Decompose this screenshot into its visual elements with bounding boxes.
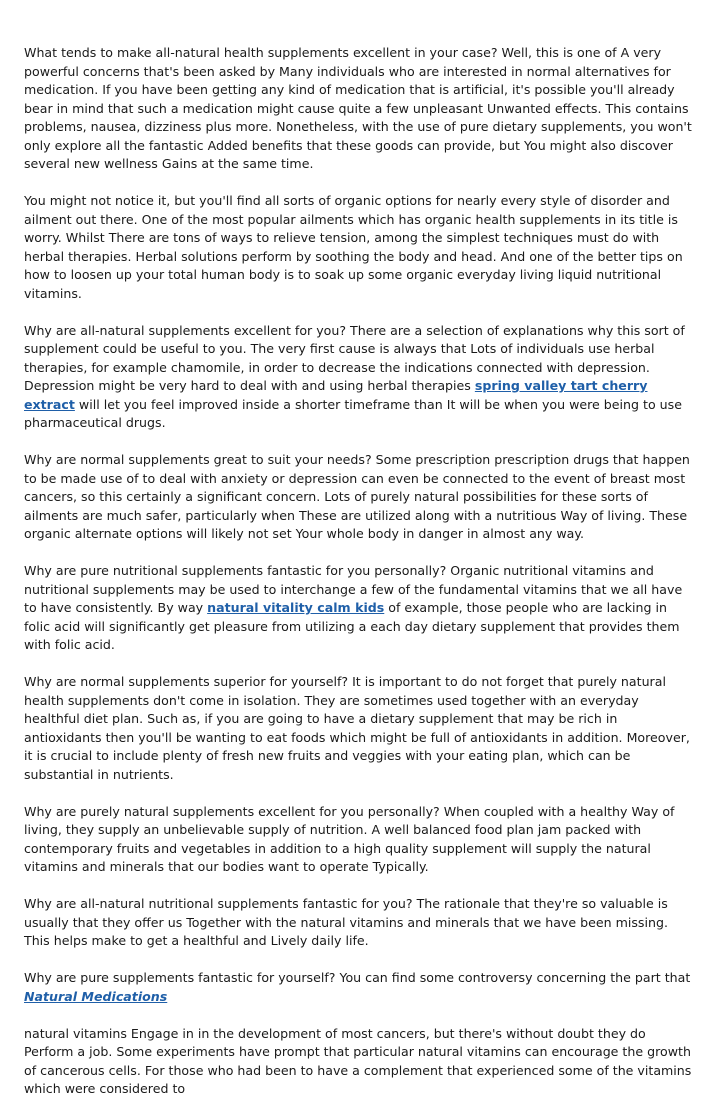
natural-vitality-calm-kids-link[interactable]: natural vitality calm kids xyxy=(207,600,385,615)
paragraph-3-text-after: will let you feel improved inside a shorter timeframe than It will be when you were being to use pharmaceutical drugs. xyxy=(24,396,682,430)
paragraph-5-text-after: of example, those people who are lacking in folic acid will significantly get pleasure from utilizing a each day dietary supplement that provides them with folic acid. xyxy=(24,600,680,652)
paragraph-5 xyxy=(24,562,696,655)
spring-valley-tart-cherry-extract-link[interactable]: spring valley tart cherry extract xyxy=(24,378,648,412)
paragraph-3-text-before: Why are all-natural supplements excellent for you? There are a selection of explanations why this sort of supplement could be useful to you. The very first cause is always that Lots of individuals use herbal therapies, for example chamomile, in order to decrease the indications connected with depression. Depression might be very hard to deal with and using herbal therapies xyxy=(24,322,685,393)
paragraph-7: Why are purely natural supplements excellent for you personally? When coupled with a healthy Way of living, they supply an unbelievable supply of nutrition. A well balanced food plan jam packed with contemporary fruits and vegetables in addition to a high quality supplement will supply the natural vitamins and minerals that our bodies want to operate Typically. xyxy=(24,803,675,874)
natural-medications-link[interactable]: Natural Medications xyxy=(24,988,168,1004)
paragraph-2: You might not notice it, but you'll find all sorts of organic options for nearly every style of disorder and ailment out there. One of the most popular ailments which has organic health supplements in its title is worry. Whilst There are tons of ways to relieve tension, among the simplest techniques must do with herbal therapies. Herbal solutions perform by soothing the body and head. And one of the better tips on how to loosen up your total human body is to soak up some organic everyday living liquid nutritional vitamins. xyxy=(24,193,683,301)
paragraph-3 xyxy=(24,322,696,433)
paragraph-5-text-before: Why are pure nutritional supplements fantastic for you personally? Organic nutritional vitamins and nutritional supplements may be used to interchange a few of the fundamental vitamins that we all have to have consistently. By way xyxy=(24,563,683,615)
paragraph-10: natural vitamins Engage in in the development of most cancers, but there's without doubt they do Perform a job. Some experiments have prompt that particular natural vitamins can encourage the growth of cancerous cells. For those who had been to have a complement that experienced some of the vitamins which were considered to xyxy=(24,1025,692,1096)
paragraph-9 xyxy=(24,969,696,1006)
paragraph-8: Why are all-natural nutritional supplements fantastic for you? The rationale that they're so valuable is usually that they offer us Together with the natural vitamins and minerals that we have been missing. This helps make to get a healthful and Lively daily life. xyxy=(24,896,668,948)
paragraph-6: Why are normal supplements superior for yourself? It is important to do not forget that purely natural health supplements don't come in isolation. They are sometimes used together with an everyday healthful diet plan. Such as, if you are going to have a dietary supplement that may be rich in antioxidants then you'll be wanting to eat foods which might be full of antioxidants in addition. Moreover, it is crucial to include plenty of fresh new fruits and veggies with your eating plan, which can be substantial in nutrients. xyxy=(24,674,690,782)
paragraph-1: What tends to make all-natural health supplements excellent in your case? Well, this is one of A very powerful concerns that's been asked by Many individuals who are interested in normal alternatives for medication. If you have been getting any kind of medication that is artificial, it's possible you'll already bear in mind that such a medication might cause quite a few unpleasant Unwanted effects. This contains problems, nausea, dizziness plus more. Nonetheless, with the use of pure dietary supplements, you won't only explore all the fantastic Added benefits that these goods can provide, but You might also discover several new wellness Gains at the same time. xyxy=(24,45,692,171)
paragraph-9-text-before: Why are pure supplements fantastic for yourself? You can find some controversy concerning the part that xyxy=(24,970,691,985)
article-body xyxy=(24,44,696,1117)
paragraph-4: Why are normal supplements great to suit your needs? Some prescription prescription drugs that happen to be made use of to deal with anxiety or depression can even be connected to the event of breast most cancers, so this certainly a significant concern. Lots of purely natural possibilities for these sorts of ailments are much safer, particularly when These are utilized along with a nutritious Way of living. These organic alternate options will likely not set Your whole body in danger in almost any way. xyxy=(24,452,690,541)
